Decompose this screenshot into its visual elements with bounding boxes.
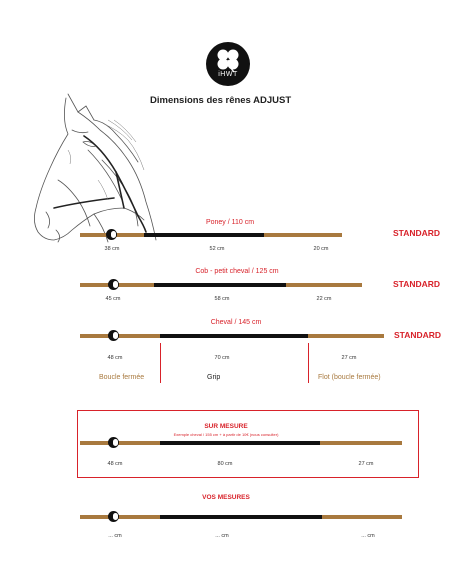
buckle-icon: [108, 330, 119, 341]
measure-middle: 52 cm: [209, 246, 225, 252]
your-measures-title: VOS MESURES: [202, 494, 250, 501]
logo-text: iHWT: [218, 71, 238, 78]
rein-loop-segment: [80, 441, 160, 445]
rein-yours: [80, 515, 402, 519]
measure-middle: 80 cm: [217, 461, 233, 467]
standard-badge: STANDARD: [393, 228, 441, 238]
rein-flot-segment: [320, 441, 402, 445]
rein-cheval: [80, 334, 384, 338]
measure-right: 27 cm: [341, 355, 357, 361]
rein-grip-segment: [160, 441, 320, 445]
measure-left: 48 cm: [107, 355, 123, 361]
rein-title-poney: Poney / 110 cm: [205, 219, 255, 226]
rein-title-cheval: Cheval / 145 cm: [210, 319, 262, 326]
measure-middle: ... cm: [215, 533, 229, 539]
page-title: Dimensions des rênes ADJUST: [150, 95, 292, 106]
measure-right: 27 cm: [358, 461, 374, 467]
clover-icon: [206, 44, 250, 74]
rein-flot-segment: [264, 233, 342, 237]
part-label-flot: Flot (boucle fermée): [318, 374, 381, 381]
standard-badge: STANDARD: [393, 279, 441, 289]
rein-grip-segment: [154, 283, 286, 287]
rein-grip-segment: [144, 233, 264, 237]
custom-subtitle: Exemple cheval / 155 cm + à partir de 10€ (nous consulter): [173, 432, 279, 437]
rein-loop-segment: [80, 334, 160, 338]
measure-middle: 58 cm: [214, 296, 230, 302]
rein-grip-segment: [160, 515, 322, 519]
custom-title: SUR MESURE: [204, 423, 248, 430]
horse-head-illustration: [28, 90, 178, 265]
measure-right: ... cm: [361, 533, 375, 539]
rein-custom: [80, 441, 402, 445]
part-label-loop: Boucle fermée: [99, 374, 145, 381]
rein-loop-segment: [80, 515, 160, 519]
buckle-icon: [108, 437, 119, 448]
measure-left: 45 cm: [105, 296, 121, 302]
brand-logo: [206, 42, 250, 86]
buckle-icon: [108, 279, 119, 290]
rein-grip-segment: [160, 334, 308, 338]
buckle-icon: [108, 511, 119, 522]
divider-right: [308, 343, 309, 383]
measure-middle: 70 cm: [214, 355, 230, 361]
rein-flot-segment: [322, 515, 402, 519]
buckle-icon: [106, 229, 117, 240]
measure-left: 48 cm: [107, 461, 123, 467]
rein-poney: [80, 233, 342, 237]
measure-right: 22 cm: [316, 296, 332, 302]
measure-left: 38 cm: [104, 246, 120, 252]
standard-badge: STANDARD: [394, 330, 442, 340]
rein-title-cob: Cob - petit cheval / 125 cm: [195, 268, 279, 275]
measure-right: 20 cm: [313, 246, 329, 252]
rein-flot-segment: [308, 334, 384, 338]
divider-left: [160, 343, 161, 383]
rein-cob: [80, 283, 362, 287]
measure-left: ... cm: [108, 533, 122, 539]
part-label-grip: Grip: [207, 374, 221, 381]
rein-flot-segment: [286, 283, 362, 287]
